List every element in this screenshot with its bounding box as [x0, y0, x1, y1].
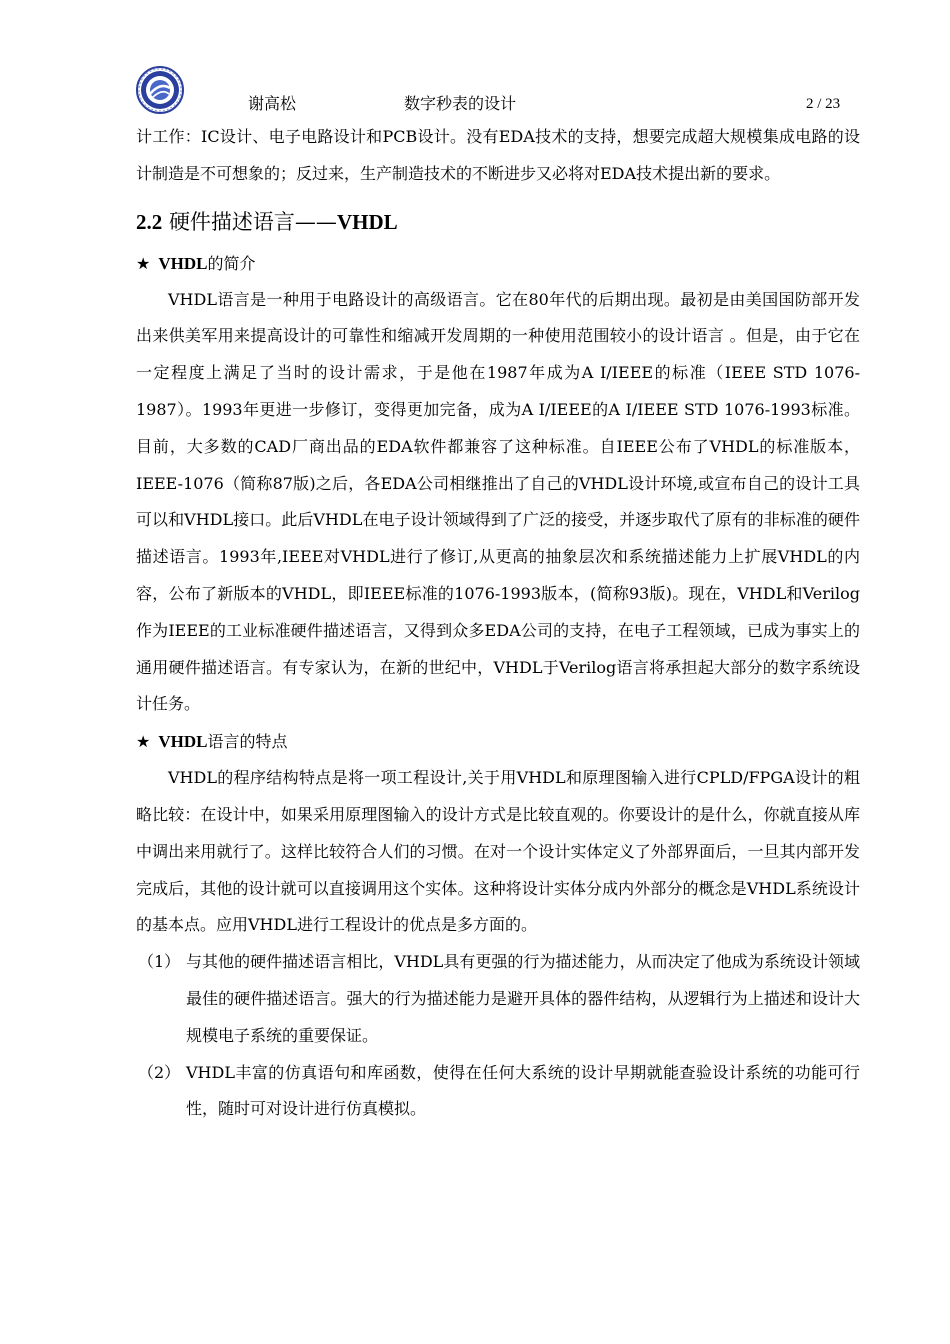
- intro-paragraph: 计工作：IC设计、电子电路设计和PCB设计。没有EDA技术的支持，想要完成超大规模集成电路的设计制造是不可想象的；反过来，生产制造技术的不断进步又必将对EDA技术提出新的要求。: [136, 127, 860, 183]
- list-item: [136, 944, 860, 1054]
- subsection-heading-intro: [136, 245, 860, 282]
- list-item-text: VHDL丰富的仿真语句和库函数，使得在任何大系统的设计早期就能查验设计系统的功能可行性，随时可对设计进行仿真模拟。: [186, 1062, 860, 1119]
- subsection-title-cn: 语言的特点: [207, 732, 288, 752]
- university-logo-icon: [136, 66, 184, 114]
- subsection-heading-features: [136, 723, 860, 760]
- header-author: 谢高松: [248, 94, 297, 113]
- subsection-title-en: VHDL: [158, 253, 208, 273]
- list-item: [136, 1055, 860, 1129]
- list-marker: （2）: [138, 1062, 181, 1082]
- section-title-cn: 硬件描述语言——: [168, 209, 337, 234]
- list-marker: （1）: [138, 952, 181, 972]
- vhdl-features-paragraph: VHDL的程序结构特点是将一项工程设计,关于用VHDL和原理图输入进行CPLD/FPGA设计的粗略比较：在设计中，如果采用原理图输入的设计方式是比较直观的。你要设计的是什么，你就直接从库中调出来用就行了。这样比较符合人们的习惯。在对一个设计实体定义了外部界面后，一旦其内部开发完成后，其他的设计就可以直接调用这个实体。这种将设计实体分成内外部分的概念是VHDL系统设计的基本点。应用VHDL进行工程设计的优点是多方面的。: [136, 768, 860, 935]
- section-number: 2.2: [136, 209, 163, 234]
- vhdl-intro-paragraph: VHDL语言是一种用于电路设计的高级语言。它在80年代的后期出现。最初是由美国国防部开发出来供美军用来提高设计的可靠性和缩减开发周期的一种使用范围较小的设计语言 。但是，由于它在一定程度上满足了当时的设计需求，于是他在1987年成为A I/IEEE的标准（IEEE STD 1076-1987）。1993年更进一步修订，变得更加完备，成为A I/IEEE的A I/IEEE STD 1076-1993标准。目前，大多数的CAD厂商出品的EDA软件都兼容了这种标准。自IEEE公布了VHDL的标准版本，IEEE-1076（简称87版)之后，各EDA公司相继推出了自己的VHDL设计环境,或宣布自己的设计工具可以和VHDL接口。此后VHDL在电子设计领域得到了广泛的接受，并逐步取代了原有的非标准的硬件描述语言。1993年,IEEE对VHDL进行了修订,从更高的抽象层次和系统描述能力上扩展VHDL的内容，公布了新版本的VHDL，即IEEE标准的1076-1993版本，(简称93版)。现在，VHDL和Verilog作为IEEE的工业标准硬件描述语言，又得到众多EDA公司的支持，在电子工程领域，已成为事实上的通用硬件描述语言。有专家认为，在新的世纪中，VHDL于Verilog语言将承担起大部分的数字系统设计任务。: [136, 289, 860, 714]
- header-doc-title: 数字秒表的设计: [404, 94, 517, 113]
- list-item-text: 与其他的硬件描述语言相比，VHDL具有更强的行为描述能力，从而决定了他成为系统设计领域最佳的硬件描述语言。强大的行为描述能力是避开具体的器件结构，从逻辑行为上描述和设计大规模电子系统的重要保证。: [186, 952, 860, 1045]
- star-icon: ★: [136, 732, 151, 752]
- header-page-number: 2 / 23: [806, 96, 841, 112]
- subsection-title-cn: 的简介: [207, 253, 256, 273]
- star-icon: ★: [136, 253, 151, 273]
- document-body: [136, 119, 860, 1128]
- section-title-en: VHDL: [336, 209, 398, 234]
- section-heading: [136, 199, 860, 245]
- subsection-title-en: VHDL: [158, 732, 208, 752]
